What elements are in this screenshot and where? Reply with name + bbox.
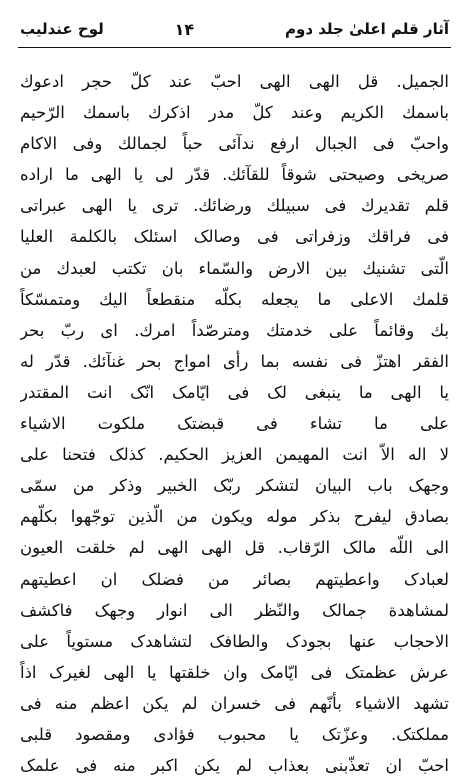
text-line: الفقر اهتزّ فى نفسه بما رأى امواج بحر غنآئك. قدّر له [20,351,449,371]
text-line: الى اللّه مالک الرّقاب. قل الهى الهى لم خلقت العيون [20,538,449,558]
text-line: يا الهى ما ينبغى لک فى ايّامک انّک انت المقتدر [20,382,449,402]
text-line: بك وقائماً على خدمتك ومترصّداً امرك. اى ربّ بحر [20,320,449,340]
page-header [20,14,449,44]
text-line: عرش عظمتک فى ايّامک وان خلقتها يا الهى لغيرک اذاً [20,662,449,682]
text-line: صريخى وصيحتى شوقاً للقآئك. قدّر لى يا الهى ما اراده [20,165,449,185]
text-line: باسمك الكريم وعند كلّ مدر اذكرك باسمك الرّحيم [20,103,449,123]
text-line: واحبّ فى الجبال ارفع ندآئى حباً لجمالك وفى الاكام [20,134,449,154]
text-line: لا اله الاّ انت المهيمن العزيز الحكيم. كذلک فتحنا على [20,445,449,465]
body-text [20,66,449,781]
text-line: مملكتک. وعزّتک يا محبوب فؤادى ومقصود قلبى [20,724,449,744]
text-line: وجهک باب البيان لتشكر ربّک الخبير وذكر من سمّى [20,476,449,496]
text-line: تشهد الاشياء بأنّهم فى خسران لم يكن اعظم منه فى [20,693,449,713]
text-line: فى فراقك وزفراتى فى وصالک اسئلک بالكلمة العليا [20,227,449,247]
book-subtitle: لوح عندليب [20,20,104,38]
book-title: آثار قلم اعلیٰ جلد دوم [285,20,449,38]
text-line: الاحجاب عنها بجودک والطافک لتشاهدک مستوياً على [20,631,449,651]
header-divider [18,47,451,48]
text-line: على ما تشاء فى قبضتک ملكوت الاشياء [20,414,449,434]
text-line: لمشاهدة جمالک والنّظر الى انوار وجهک فاكشف [20,600,449,620]
page-number: ١۴ [174,19,195,39]
text-line: لعبادک واعطيتهم بصائر من فضلک ان اعطيتهم [20,569,449,589]
text-line: احبّ ان تعذّبنى بعذاب لم يكن اكبر منه فى علمک [20,756,449,776]
text-line: الّتى تشنيك بين الارض والسّماء بان تكتب لعبدك من [20,258,449,278]
text-line: قلمك الاعلى ما يجعله بكلّه منقطعاً اليك ومتمسّكاً [20,289,449,309]
text-line: الجميل. قل الهى الهى احبّ عند كلّ حجر ادعوك [20,72,449,91]
text-line: قلم تقديرك فى سبيلك ورضائك. ترى يا الهى عبراتى [20,196,449,216]
text-line: بصادق ليفرح بذكر موله ويكون من الّذين توجّهوا بكلّهم [20,507,449,527]
